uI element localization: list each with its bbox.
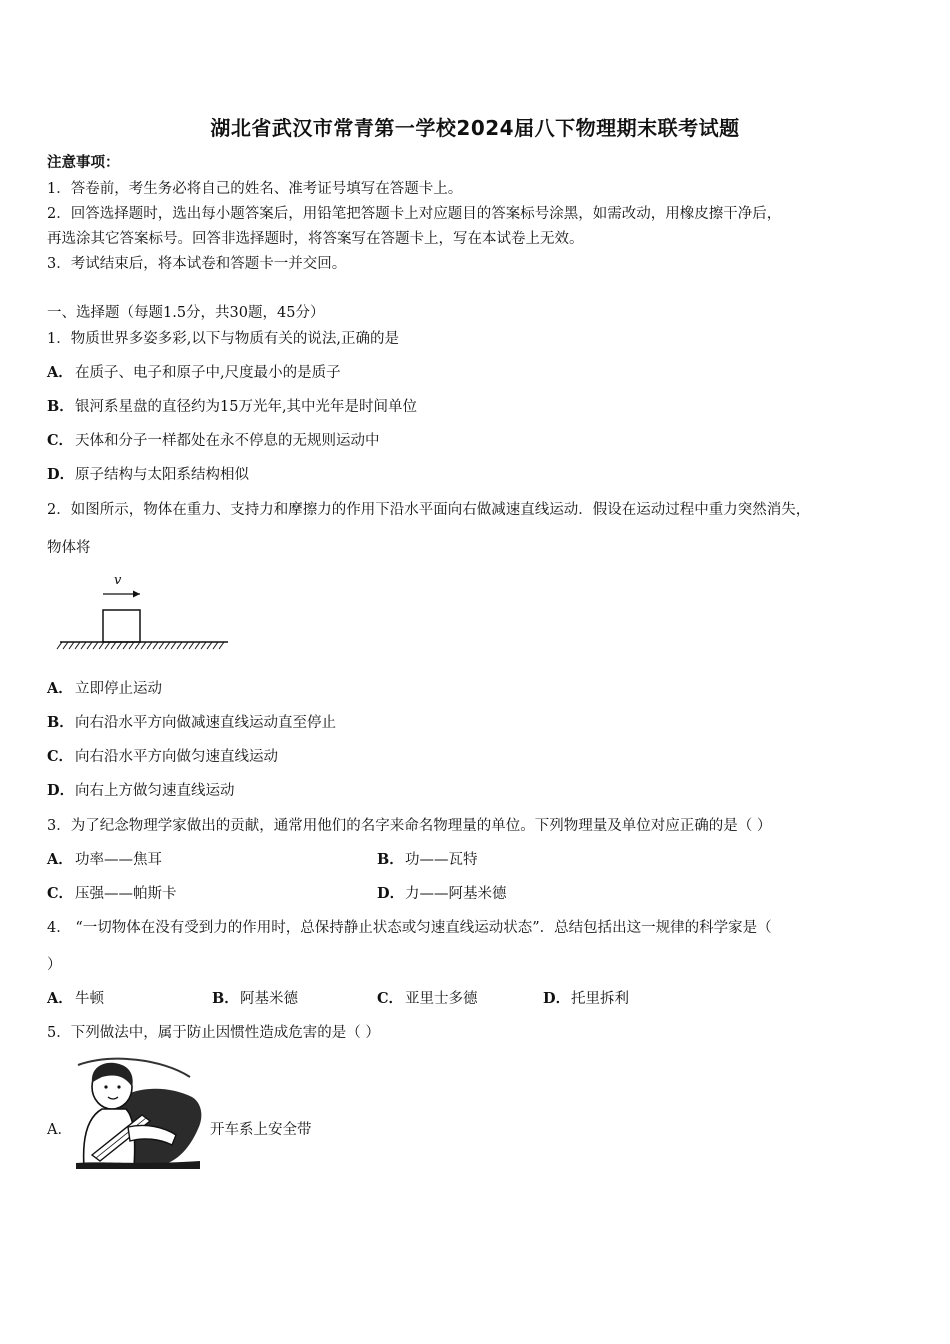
- option-text: 银河系星盘的直径约为15万光年,其中光年是时间单位: [75, 399, 418, 415]
- q2-option-a: [47, 677, 162, 698]
- option-text: 阿基米德: [240, 991, 298, 1007]
- option-label: D．: [47, 466, 75, 483]
- arrow-head-icon: [133, 591, 140, 598]
- question-4-stem-cont: ）: [47, 957, 62, 973]
- option-text: 力——阿基米德: [405, 886, 507, 902]
- option-text: 立即停止运动: [75, 681, 162, 697]
- question-4-stem: 4． “一切物体在没有受到力的作用时，总保持静止状态或匀速直线运动状态”．总结包括出这一规律的科学家是（: [47, 920, 772, 936]
- option-text: 亚里士多德: [405, 991, 478, 1007]
- q4-option-b: [212, 987, 298, 1008]
- option-text: 向右上方做匀速直线运动: [75, 783, 235, 799]
- hatch-mark: [99, 642, 104, 649]
- hatch-mark: [129, 642, 134, 649]
- option-label: B．: [377, 851, 404, 868]
- option-text: 牛顿: [75, 991, 104, 1007]
- option-label: D．: [47, 782, 75, 799]
- q2-option-b: [47, 711, 336, 732]
- notice-heading: 注意事项：: [47, 154, 120, 171]
- option-label: A．: [47, 364, 73, 381]
- block: [103, 610, 140, 642]
- q4-option-d: [543, 987, 629, 1008]
- hatch-mark: [63, 642, 68, 649]
- option-text: 在质子、电子和原子中,尺度最小的是质子: [75, 365, 341, 381]
- hatch-mark: [147, 642, 152, 649]
- option-text: 向右沿水平方向做减速直线运动直至停止: [75, 715, 336, 731]
- hatch-mark: [213, 642, 218, 649]
- option-label: D．: [543, 990, 571, 1007]
- option-text: 功率——焦耳: [75, 852, 162, 868]
- block-on-surface-figure: [56, 570, 231, 655]
- question-2-stem-cont: 物体将: [47, 540, 91, 556]
- hatch-mark: [105, 642, 110, 649]
- q1-option-d: [47, 463, 249, 484]
- option-label: B．: [47, 398, 74, 415]
- hatch-mark: [153, 642, 158, 649]
- option-label: A．: [47, 990, 73, 1007]
- hatch-mark: [183, 642, 188, 649]
- q2-option-d: [47, 779, 235, 800]
- q2-option-c: [47, 745, 278, 766]
- velocity-label: v: [114, 573, 122, 588]
- option-label: D．: [377, 885, 405, 902]
- hatch-mark: [111, 642, 116, 649]
- option-label: C．: [47, 432, 74, 449]
- option-text: 压强——帕斯卡: [75, 886, 177, 902]
- option-text: 功——瓦特: [405, 852, 478, 868]
- hatch-mark: [165, 642, 170, 649]
- question-2-stem: 2．如图所示，物体在重力、支持力和摩擦力的作用下沿水平面向右做减速直线运动．假设在运动过程中重力突然消失，: [47, 502, 811, 518]
- q3-option-d: [377, 882, 507, 903]
- hatch-mark: [117, 642, 122, 649]
- q5-option-a-text: 开车系上安全带: [210, 1122, 312, 1138]
- hatch-mark: [177, 642, 182, 649]
- option-text: 天体和分子一样都处在永不停息的无规则运动中: [75, 433, 380, 449]
- option-label: B．: [47, 714, 74, 731]
- hatch-mark: [201, 642, 206, 649]
- q3-option-b: [377, 848, 478, 869]
- q1-option-a: [47, 361, 341, 382]
- section-heading: 一、选择题（每题1.5分，共30题，45分）: [47, 305, 325, 321]
- option-label: B．: [212, 990, 239, 1007]
- hatch-mark: [93, 642, 98, 649]
- q1-option-c: [47, 429, 380, 450]
- page-title: 湖北省武汉市常青第一学校2024届八下物理期末联考试题: [210, 116, 740, 140]
- hatch-mark: [123, 642, 128, 649]
- hatch-mark: [57, 642, 62, 649]
- notice-item: 1．答卷前，考生务必将自己的姓名、准考证号填写在答题卡上。: [47, 181, 463, 197]
- hatch-mark: [195, 642, 200, 649]
- q4-option-a: [47, 987, 104, 1008]
- option-label: C．: [377, 990, 404, 1007]
- hatch-mark: [135, 642, 140, 649]
- question-5-stem: 5．下列做法中，属于防止因惯性造成危害的是（ ）: [47, 1025, 380, 1041]
- notice-item: 再选涂其它答案标号。回答非选择题时，将答案写在答题卡上，写在本试卷上无效。: [47, 231, 584, 247]
- q5-option-a-label: A．: [47, 1122, 72, 1138]
- option-text: 原子结构与太阳系结构相似: [75, 467, 249, 483]
- hatch-mark: [159, 642, 164, 649]
- eye: [117, 1085, 120, 1088]
- hatch-mark: [207, 642, 212, 649]
- q3-option-a: [47, 848, 162, 869]
- hatch-mark: [81, 642, 86, 649]
- eye: [104, 1085, 107, 1088]
- option-label: A．: [47, 851, 73, 868]
- hatch-mark: [189, 642, 194, 649]
- hatch-mark: [75, 642, 80, 649]
- hatch-mark: [141, 642, 146, 649]
- question-1-stem: 1．物质世界多姿多彩,以下与物质有关的说法,正确的是: [47, 331, 399, 347]
- q4-option-c: [377, 987, 478, 1008]
- question-3-stem: 3．为了纪念物理学家做出的贡献，通常用他们的名字来命名物理量的单位。下列物理量及单位对应正确的是（ ）: [47, 818, 772, 834]
- hatch-mark: [171, 642, 176, 649]
- hatch-mark: [219, 642, 224, 649]
- option-label: C．: [47, 748, 74, 765]
- hatch-mark: [69, 642, 74, 649]
- hatch-mark: [87, 642, 92, 649]
- q3-option-c: [47, 882, 177, 903]
- option-text: 托里拆利: [571, 991, 629, 1007]
- notice-item: 2．回答选择题时，选出每小题答案后，用铅笔把答题卡上对应题目的答案标号涂黑，如需改动，用橡皮擦干净后，: [47, 206, 782, 222]
- option-label: C．: [47, 885, 74, 902]
- ground-hatching: [57, 642, 224, 649]
- seatbelt-illustration: [72, 1057, 204, 1169]
- q1-option-b: [47, 395, 417, 416]
- option-label: A．: [47, 680, 73, 697]
- option-text: 向右沿水平方向做匀速直线运动: [75, 749, 278, 765]
- notice-item: 3．考试结束后，将本试卷和答题卡一并交回。: [47, 256, 347, 272]
